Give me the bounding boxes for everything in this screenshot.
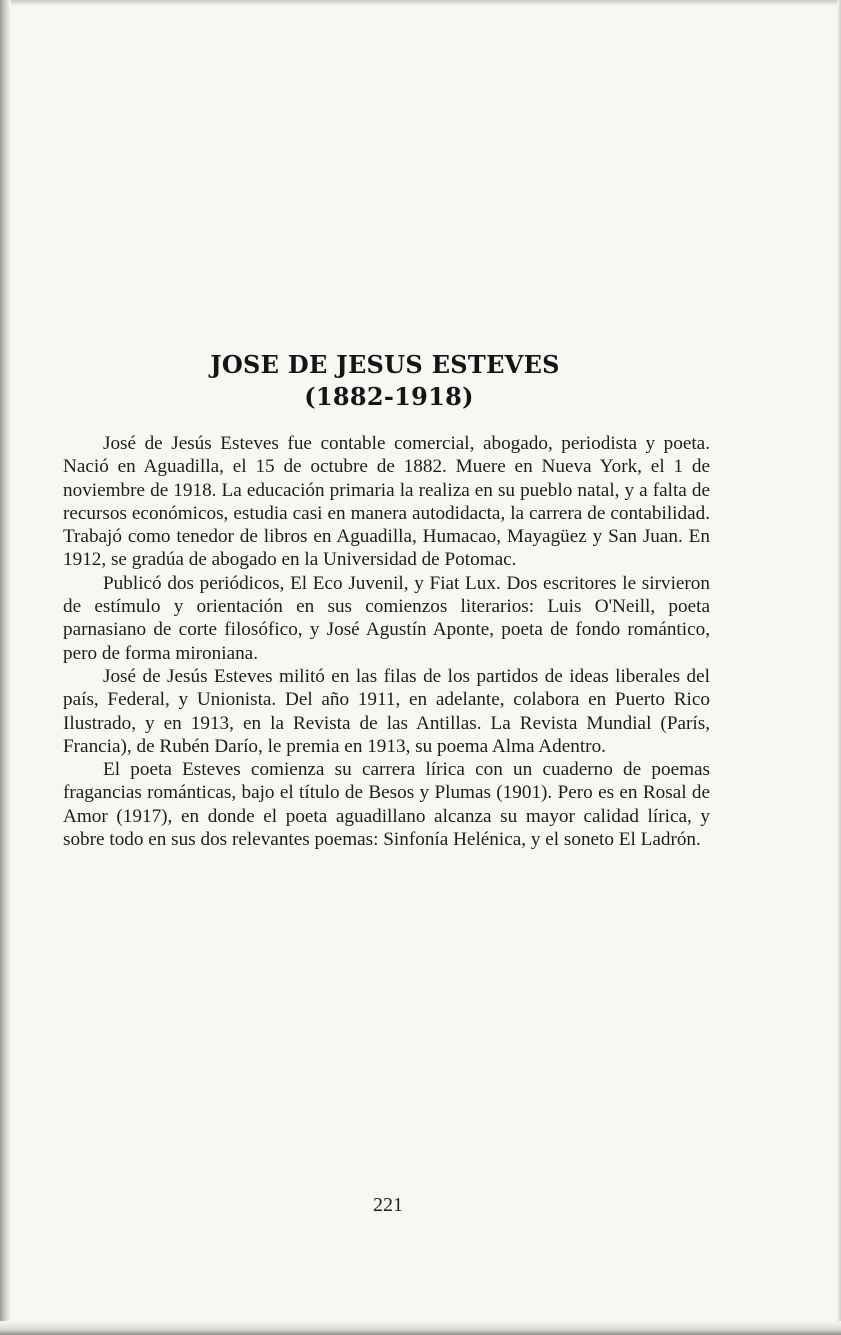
page-left-edge bbox=[0, 0, 11, 1335]
paragraph-poetry: El poeta Esteves comienza su carrera lírica con un cuaderno de poemas fragancias románticas, bajo el título de Besos y Plumas (1901). Pero es en Rosal de Amor (1917), en donde el poeta aguadillano alcanza su mayor calidad lírica, y sobre todo en sus dos relevantes poemas: Sinfonía Helénica, y el soneto El Ladrón. bbox=[63, 759, 710, 851]
paragraph-publications: Publicó dos periódicos, El Eco Juvenil, y Fiat Lux. Dos escritores le sirvieron de estímulo y orientación en sus comienzos literarios: Luis O'Neill, poeta parnasiano de corte filosófico, y José Agustín Aponte, poeta de fondo romántico, pero de forma mironiana. bbox=[63, 572, 710, 664]
page-top-edge bbox=[0, 0, 841, 6]
page-title: JOSE DE JESUS ESTEVES bbox=[210, 350, 560, 379]
body-text bbox=[63, 432, 710, 851]
page-number: 221 bbox=[373, 1194, 403, 1216]
page-subtitle-years: (1882-1918) bbox=[304, 382, 474, 411]
page-bottom-edge bbox=[0, 1321, 841, 1335]
paragraph-politics: José de Jesús Esteves militó en las filas de los partidos de ideas liberales del país, Federal, y Unionista. Del año 1911, en adelante, colabora en Puerto Rico Ilustrado, y en 1913, en la Revista de las Antillas. La Revista Mundial (París, Francia), de Rubén Darío, le premia en 1913, su poema Alma Adentro. bbox=[63, 665, 710, 757]
page-right-edge bbox=[837, 0, 841, 1335]
paragraph-biography: José de Jesús Esteves fue contable comercial, abogado, periodista y poeta. Nació en Aguadilla, el 15 de octubre de 1882. Muere en Nueva York, el 1 de noviembre de 1918. La educación primaria la realiza en su pueblo natal, y a falta de recursos económicos, estudia casi en manera autodidacta, la carrera de contabilidad. Trabajó como tenedor de libros en Aguadilla, Humacao, Mayagüez y San Juan. En 1912, se gradúa de abogado en la Universidad de Potomac. bbox=[63, 433, 710, 571]
